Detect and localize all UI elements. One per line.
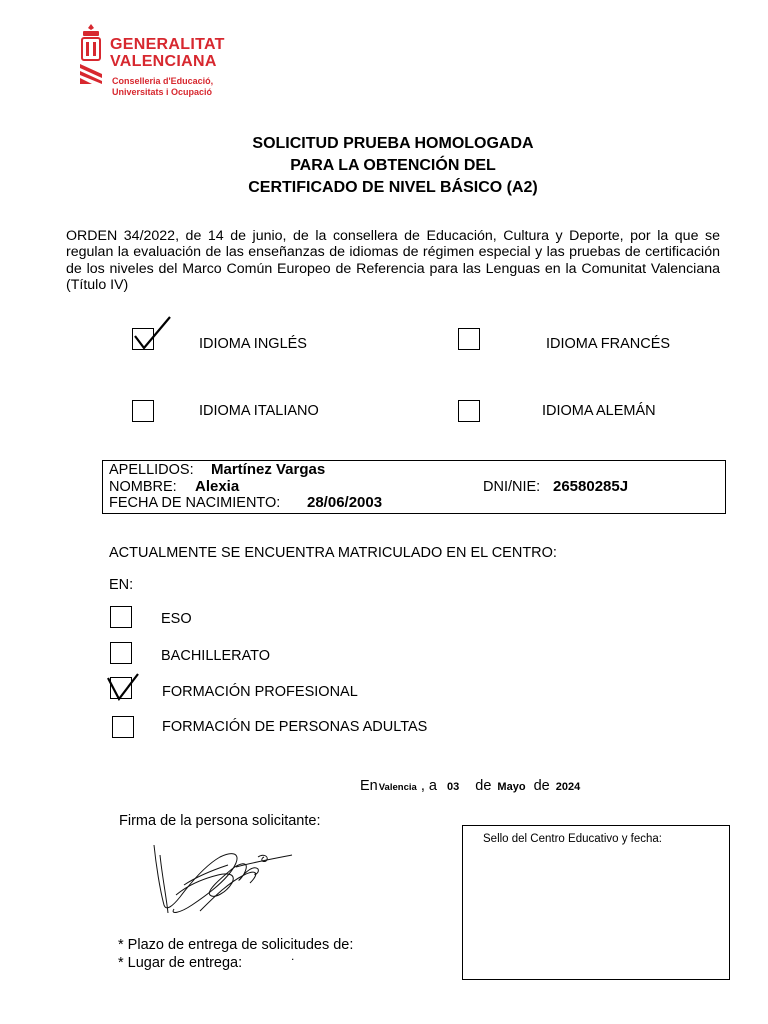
sello-box [462, 825, 730, 980]
matricula-heading: ACTUALMENTE SE ENCUENTRA MATRICULADO EN EL CENTRO: [109, 545, 557, 561]
orden-paragraph: ORDEN 34/2022, de 14 de junio, de la consellera de Educación, Cultura y Deporte, por la que se regulan la evaluación de las enseñanzas de idiomas de régimen especial y las pruebas de certificación de los niveles del Marco Común Europeo de Referencia para las Lenguas en la Comunitat Valenciana (Título IV) [66, 228, 720, 294]
dni-value[interactable]: 26580285J [553, 478, 629, 495]
generalitat-logo [78, 22, 248, 102]
nota-lugar: * Lugar de entrega: [118, 955, 243, 971]
checkmark-icon [106, 672, 140, 702]
label-ingles: IDIOMA INGLÉS [199, 336, 307, 352]
title-line3: CERTIFICADO DE NIVEL BÁSICO (A2) [248, 179, 538, 196]
firma-label: Firma de la persona solicitante: [119, 813, 321, 829]
label-aleman: IDIOMA ALEMÁN [542, 403, 656, 419]
dni-label: DNI/NIE: [483, 479, 541, 495]
nota-lugar-value[interactable]: . [291, 949, 295, 963]
dia-value[interactable]: 03 [446, 781, 460, 793]
title-line2: PARA LA OBTENCIÓN DEL [290, 157, 496, 174]
de-text-2: de [533, 778, 550, 794]
checkmark-icon [132, 314, 174, 354]
label-italiano: IDIOMA ITALIANO [199, 403, 319, 419]
apellidos-value[interactable]: Martínez Vargas [211, 461, 326, 478]
fecha-lugar-line [360, 778, 580, 794]
logo-sub2: Universitats i Ocupació [112, 87, 213, 97]
mes-value[interactable]: Mayo [497, 781, 526, 793]
lugar-value[interactable]: Valencia [378, 782, 417, 793]
logo-line2: VALENCIANA [110, 53, 217, 70]
coat-of-arms-icon [78, 22, 104, 84]
apellidos-label: APELLIDOS: [109, 462, 194, 478]
checkbox-bachillerato[interactable] [110, 642, 132, 664]
nombre-value[interactable]: Alexia [195, 478, 240, 495]
a-text: , a [420, 778, 437, 794]
fecha-nacimiento-value[interactable]: 28/06/2003 [307, 494, 383, 511]
label-bachillerato: BACHILLERATO [161, 648, 271, 664]
matricula-en: EN: [109, 577, 134, 593]
checkbox-formacion-adultas[interactable] [112, 716, 134, 738]
de-text-1: de [475, 778, 492, 794]
personal-data-box [102, 460, 726, 514]
label-frances: IDIOMA FRANCÉS [546, 336, 671, 352]
checkbox-italiano[interactable] [132, 400, 154, 422]
nombre-label: NOMBRE: [109, 479, 177, 495]
signature-image [140, 835, 300, 925]
label-eso: ESO [161, 611, 192, 627]
label-formacion-adultas: FORMACIÓN DE PERSONAS ADULTAS [162, 719, 428, 735]
nota-plazo: * Plazo de entrega de solicitudes de: [118, 937, 354, 953]
en-text: En [360, 778, 378, 794]
logo-sub1: Conselleria d'Educació, [112, 76, 214, 86]
logo-line1: GENERALITAT [110, 36, 225, 53]
label-formacion-profesional: FORMACIÓN PROFESIONAL [162, 684, 358, 700]
sello-label: Sello del Centro Educativo y fecha: [483, 833, 662, 845]
checkbox-aleman[interactable] [458, 400, 480, 422]
fecha-nacimiento-label: FECHA DE NACIMIENTO: [109, 495, 281, 511]
checkbox-eso[interactable] [110, 606, 132, 628]
anio-value[interactable]: 2024 [555, 781, 581, 793]
title-line1: SOLICITUD PRUEBA HOMOLOGADA [252, 135, 534, 152]
checkbox-frances[interactable] [458, 328, 480, 350]
